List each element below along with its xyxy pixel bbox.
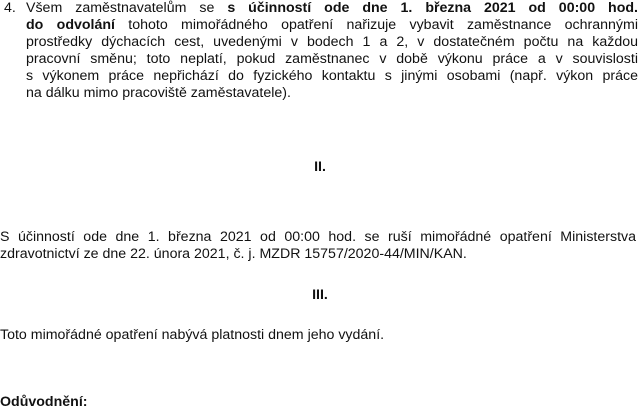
effective-date-bold: s účinností ode dne 1. března 2021 od 00:00 hod. bbox=[227, 0, 638, 16]
item-line-5: s výkonem práce nepřichází do fyzického kontaktu s jinými osobami (např. výkon práce bbox=[26, 68, 638, 84]
item-line-2: do odvolání tohoto mimořádného opatření nařizuje vybavit zaměstnance ochrannými bbox=[26, 17, 638, 33]
item-text bbox=[26, 0, 638, 102]
section-ii-paragraph bbox=[0, 229, 636, 263]
justification-heading: Odůvodnění: bbox=[0, 394, 88, 410]
section-heading-ii: II. bbox=[314, 159, 326, 175]
item-line-4: pracovní směnu; toto neplatí, pokud zaměstnanec v době výkonu práce a v souvislosti bbox=[26, 51, 638, 67]
section-heading-iii: III. bbox=[312, 287, 328, 303]
until-revoked-bold: do odvolání bbox=[26, 17, 115, 33]
item-number: 4. bbox=[4, 0, 16, 16]
item-line-3: prostředky dýchacích cest, uvedenými v bodech 1 a 2, v dostatečném počtu na každou bbox=[26, 34, 638, 50]
section-ii-line-2: zdravotnictví ze dne 22. února 2021, č. j. MZDR 15757/2020-44/MIN/KAN. bbox=[0, 246, 467, 262]
item-line-1: Všem zaměstnavatelům se s účinností ode dne 1. března 2021 od 00:00 hod. bbox=[26, 0, 638, 16]
item-line-6: na dálku mimo pracoviště zaměstavatele). bbox=[26, 85, 291, 101]
section-iii-paragraph bbox=[0, 327, 636, 344]
section-iii-line-1: Toto mimořádné opatření nabývá platnosti dnem jeho vydání. bbox=[0, 327, 385, 343]
section-ii-line-1: S účinností ode dne 1. března 2021 od 00:00 hod. se ruší mimořádné opatření Ministerstva bbox=[0, 229, 636, 245]
